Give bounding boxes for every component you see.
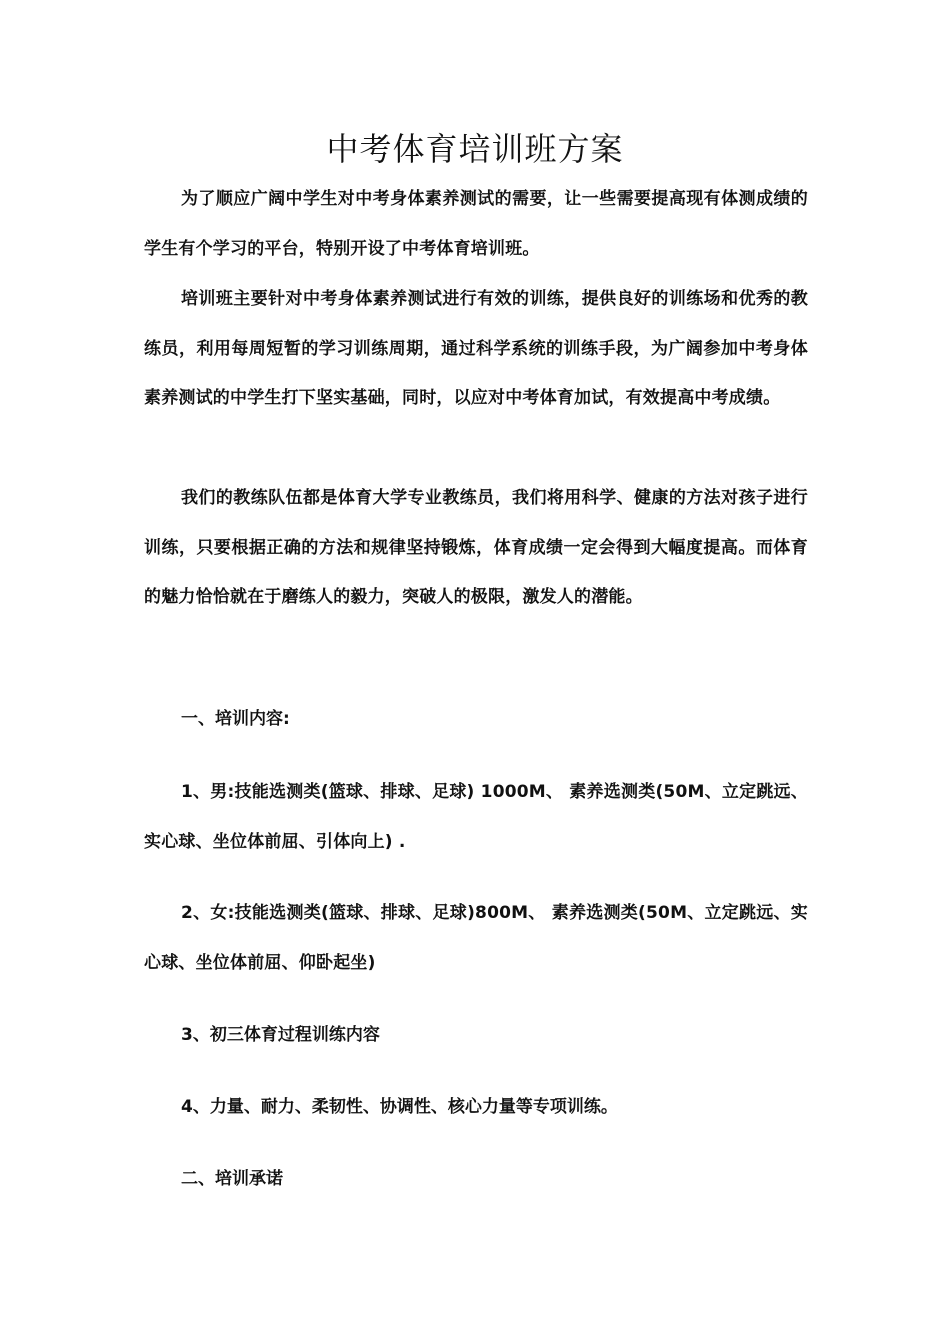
list-item-grade-nine: 3、初三体育过程训练内容 xyxy=(181,1025,380,1045)
coaches-paragraph: 我们的教练队伍都是体育大学专业教练员，我们将用科学、健康的方法对孩子进行训练，只要根据正确的方法和规律坚持锻炼，体育成绩一定会得到大幅度提高。而体育的魅力恰恰就在于磨练人的毅力，突破人的极限，激发人的潜能。 xyxy=(144,488,808,607)
program-paragraph: 培训班主要针对中考身体素养测试进行有效的训练，提供良好的训练场和优秀的教练员，利用每周短暂的学习训练周期，通过科学系统的训练手段，为广阔参加中考身体素养测试的中学生打下坚实基础，同时，以应对中考体育加试，有效提高中考成绩。 xyxy=(144,289,808,408)
list-item-girls: 2、女:技能选测类(篮球、排球、足球)800M、 素养选测类(50M、立定跳远、实心球、坐位体前屈、仰卧起坐) xyxy=(144,903,808,973)
intro-paragraph: 为了顺应广阔中学生对中考身体素养测试的需要，让一些需要提高现有体测成绩的学生有个学习的平台，特别开设了中考体育培训班。 xyxy=(144,189,808,259)
section-heading-training-promise: 二、培训承诺 xyxy=(181,1169,283,1189)
document-title: 中考体育培训班方案 xyxy=(326,130,624,168)
list-item-special-training: 4、力量、耐力、柔韧性、协调性、核心力量等专项训练。 xyxy=(181,1097,618,1117)
list-item-boys: 1、男:技能选测类(篮球、排球、足球) 1000M、 素养选测类(50M、立定跳远、实心球、坐位体前屈、引体向上) . xyxy=(144,782,808,852)
section-heading-training-content: 一、培训内容: xyxy=(181,709,290,729)
